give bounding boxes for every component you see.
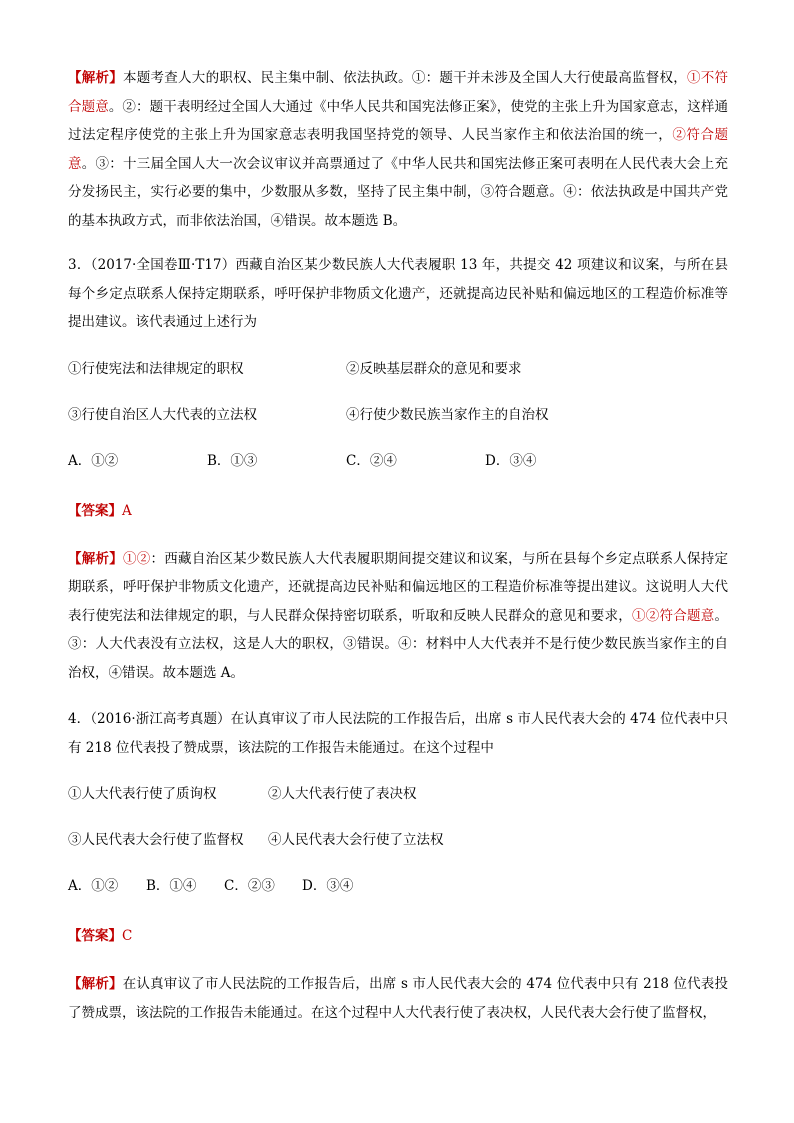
option-4: ④行使少数民族当家作主的自治权	[346, 406, 549, 423]
option-1: ①人大代表行使了质询权	[68, 786, 217, 802]
question-4-answer	[68, 922, 728, 950]
analysis-highlight: ②符合题意	[68, 127, 729, 172]
option-1: ①行使宪法和法律规定的职权	[68, 360, 244, 377]
choice-a: A．①②	[68, 452, 119, 469]
option-4: ④人民代表大会行使了立法权	[268, 832, 444, 848]
analysis-text: ：西藏自治区某少数民族人大代表履职期间提交建议和议案，与所在县每个乡定点联系人保持定期联系，呼吁保护非物质文化遗产，还就提高边民补贴和偏远地区的工程造价标准等提出建议。这说明人大代表行使宪法和法律规定的职，与人民群众保持密切联系，听取和反映人民群众的意见和要求，	[68, 550, 729, 624]
question-4-stem: 4．（2016·浙江高考真题）在认真审议了市人民法院的工作报告后，出席 s 市人民代表大会的 474 位代表中只有 218 位代表投了赞成票，该法院的工作报告未能通过。在这个过程中	[68, 711, 728, 756]
question-3-analysis	[68, 545, 728, 688]
choice-b: B．①④	[146, 878, 197, 894]
analysis-text: 。③：人大代表没有立法权，这是人大的职权，③错误。④：材料中人大代表并不是行使少数民族当家作主的自治权，④错误。故本题选 A。	[68, 607, 729, 681]
question-3-answer	[68, 497, 728, 525]
analysis-text: 。②：题干表明经过全国人大通过《中华人民共和国宪法修正案》，使党的主张上升为国家意志，这样通过法定程序使党的主张上升为国家意志表明我国坚持党的领导、人民当家作主和依法治国的统一，	[68, 98, 728, 143]
choice-b: B．①③	[207, 452, 258, 469]
choice-d: D．③④	[302, 878, 354, 894]
analysis-highlight: ①②	[123, 550, 151, 567]
choice-c: C．②③	[224, 878, 275, 894]
option-2: ②人大代表行使了表决权	[268, 786, 417, 802]
analysis-text: 本题考查人大的职权、民主集中制、依法执政。①：题干并未涉及全国人大行使最高监督权，	[123, 70, 687, 86]
analysis-highlight: ①不符合题意	[68, 70, 729, 115]
question-3-stem: 3．（2017·全国卷Ⅲ·T17）西藏自治区某少数民族人大代表履职 13 年，共提交 42 项建议和议案，与所在县每个乡定点联系人保持定期联系，呼吁保护非物质文化遗产，还就提高边民补贴和偏远地区的工程造价标准等提出建议。该代表通过上述行为	[68, 257, 728, 330]
option-3: ③人民代表大会行使了监督权	[68, 832, 244, 848]
analysis-q2	[68, 64, 728, 235]
analysis-text: 。③：十三届全国人大一次会议审议并高票通过了《中华人民共和国宪法修正案可表明在人民代表大会上充分发扬民主，实行必要的集中，少数服从多数，坚持了民主集中制，③符合题意。④：依法执政是中国共产党的基本执政方式，而非依法治国，④错误。故本题选 B。	[68, 155, 729, 229]
choice-d: D．③④	[485, 452, 537, 469]
answer-tag: 【答案】	[68, 502, 122, 519]
choice-a: A．①②	[68, 878, 119, 894]
analysis-tag: 【解析】	[68, 976, 123, 992]
choice-c: C．②④	[346, 452, 397, 469]
question-3-options-row-2	[68, 401, 728, 429]
question-4-options-row-2	[68, 826, 728, 854]
analysis-tag: 【解析】	[68, 550, 124, 567]
question-4-analysis	[68, 970, 728, 1027]
option-3: ③行使自治区人大代表的立法权	[68, 406, 257, 423]
question-3-options-row-1	[68, 355, 728, 383]
analysis-tag: 【解析】	[68, 70, 124, 86]
option-2: ②反映基层群众的意见和要求	[346, 360, 522, 377]
analysis-highlight: ①②符合题意	[631, 607, 715, 624]
question-4-options-row-1	[68, 780, 728, 808]
document-content	[68, 64, 728, 1027]
answer-tag: 【答案】	[68, 928, 122, 944]
analysis-text: 在认真审议了市人民法院的工作报告后，出席 s 市人民代表大会的 474 位代表中只有 218 位代表投了赞成票，该法院的工作报告未能通过。在这个过程中人大代表行使了表决权，人民代表大会行使了监督权，	[68, 976, 728, 1021]
question-3-choices	[68, 447, 728, 475]
question-4-choices	[68, 872, 728, 900]
answer-value: C	[122, 928, 133, 944]
answer-value: A	[122, 502, 132, 519]
